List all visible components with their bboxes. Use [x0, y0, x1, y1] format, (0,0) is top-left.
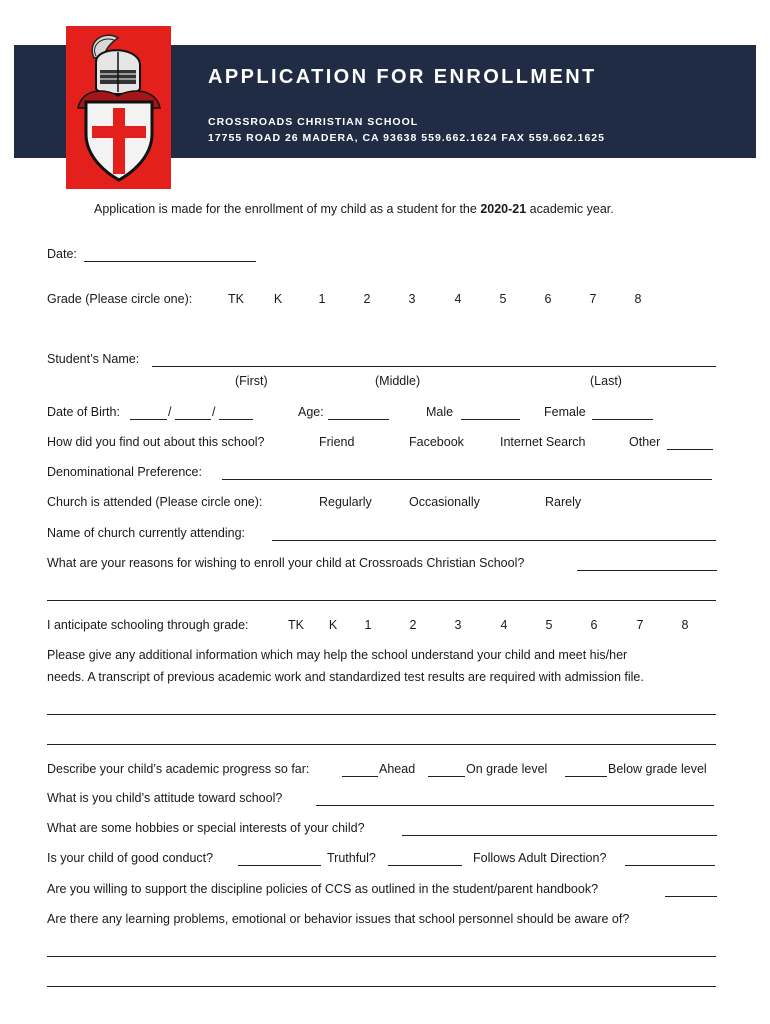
student-name-label: Student’s Name:: [47, 352, 140, 366]
grade-option[interactable]: 4: [454, 292, 462, 306]
attitude-label: What is you child’s attitude toward school?: [47, 791, 283, 805]
school-logo: [66, 26, 171, 189]
follows-direction-field[interactable]: [625, 865, 715, 866]
grade-option[interactable]: K: [273, 292, 283, 306]
truthful-label: Truthful?: [327, 851, 376, 865]
church-option-regularly[interactable]: Regularly: [319, 495, 372, 509]
dob-slash: /: [212, 405, 216, 419]
academic-year: 2020-21: [480, 202, 527, 216]
progress-below-label: Below grade level: [608, 762, 707, 776]
reasons-field[interactable]: [577, 570, 717, 571]
conduct-field[interactable]: [238, 865, 321, 866]
anticipate-option[interactable]: 4: [500, 618, 508, 632]
problems-label: Are there any learning problems, emotional or behavior issues that school personnel should be aware of?: [47, 912, 630, 926]
find-option-internet[interactable]: Internet Search: [500, 435, 586, 449]
church-name-field[interactable]: [272, 540, 716, 541]
school-address: 17755 ROAD 26 MADERA, CA 93638 559.662.1624 FAX 559.662.1625: [208, 132, 605, 144]
school-name: CROSSROADS CHRISTIAN SCHOOL: [208, 116, 419, 128]
grade-option[interactable]: 3: [408, 292, 416, 306]
reasons-field-line-2[interactable]: [47, 600, 716, 601]
discipline-field[interactable]: [665, 896, 717, 897]
anticipate-option[interactable]: 3: [454, 618, 462, 632]
date-label: Date:: [47, 247, 77, 261]
knight-crest-icon: [66, 26, 171, 189]
dob-label: Date of Birth:: [47, 405, 120, 419]
first-name-caption: (First): [235, 374, 268, 388]
progress-label: Describe your child’s academic progress so far:: [47, 762, 310, 776]
last-name-caption: (Last): [590, 374, 622, 388]
dob-day-field[interactable]: [175, 419, 211, 420]
anticipate-option[interactable]: 5: [545, 618, 553, 632]
find-option-friend[interactable]: Friend: [319, 435, 355, 449]
middle-name-caption: (Middle): [375, 374, 421, 388]
page-title: APPLICATION FOR ENROLLMENT: [208, 66, 597, 88]
dob-slash: /: [168, 405, 172, 419]
anticipate-option[interactable]: K: [328, 618, 338, 632]
find-question: How did you find out about this school?: [47, 435, 265, 449]
student-name-field[interactable]: [152, 366, 716, 367]
additional-info-field-1[interactable]: [47, 714, 716, 715]
additional-info-line-1: Please give any additional information which may help the school understand your child and meet his/her: [47, 648, 628, 662]
anticipate-option[interactable]: 7: [636, 618, 644, 632]
age-label: Age:: [298, 405, 324, 419]
grade-option[interactable]: 8: [634, 292, 642, 306]
anticipate-option[interactable]: 6: [590, 618, 598, 632]
female-label: Female: [544, 405, 586, 419]
grade-label: Grade (Please circle one):: [47, 292, 193, 306]
grade-option[interactable]: 7: [589, 292, 597, 306]
dob-month-field[interactable]: [130, 419, 167, 420]
church-option-rarely[interactable]: Rarely: [545, 495, 582, 509]
intro-text: Application is made for the enrollment of my child as a student for the 2020-21 academic year.: [94, 202, 614, 216]
truthful-field[interactable]: [388, 865, 462, 866]
dob-year-field[interactable]: [219, 419, 253, 420]
anticipate-option[interactable]: 8: [681, 618, 689, 632]
find-option-facebook[interactable]: Facebook: [409, 435, 464, 449]
church-option-occasionally[interactable]: Occasionally: [409, 495, 480, 509]
hobbies-field[interactable]: [402, 835, 717, 836]
additional-info-line-2: needs. A transcript of previous academic work and standardized test results are required with admission file.: [47, 670, 644, 684]
male-label: Male: [426, 405, 454, 419]
hobbies-label: What are some hobbies or special interests of your child?: [47, 821, 365, 835]
grade-option[interactable]: 5: [499, 292, 507, 306]
anticipate-option[interactable]: 1: [364, 618, 372, 632]
attitude-field[interactable]: [316, 805, 714, 806]
progress-below-field[interactable]: [565, 776, 607, 777]
problems-field-1[interactable]: [47, 956, 716, 957]
find-other-field[interactable]: [667, 449, 713, 450]
conduct-label: Is your child of good conduct?: [47, 851, 214, 865]
additional-info-field-2[interactable]: [47, 744, 716, 745]
problems-field-2[interactable]: [47, 986, 716, 987]
denomination-label: Denominational Preference:: [47, 465, 202, 479]
anticipate-label: I anticipate schooling through grade:: [47, 618, 249, 632]
grade-option[interactable]: TK: [228, 292, 244, 306]
follows-direction-label: Follows Adult Direction?: [473, 851, 607, 865]
female-field[interactable]: [592, 419, 653, 420]
progress-ahead-label: Ahead: [379, 762, 416, 776]
date-field[interactable]: [84, 261, 256, 262]
progress-ahead-field[interactable]: [342, 776, 378, 777]
church-name-label: Name of church currently attending:: [47, 526, 246, 540]
age-field[interactable]: [328, 419, 389, 420]
denomination-field[interactable]: [222, 479, 712, 480]
anticipate-option[interactable]: TK: [288, 618, 304, 632]
anticipate-option[interactable]: 2: [409, 618, 417, 632]
church-attendance-label: Church is attended (Please circle one):: [47, 495, 263, 509]
grade-option[interactable]: 1: [318, 292, 326, 306]
grade-option[interactable]: 2: [363, 292, 371, 306]
grade-option[interactable]: 6: [544, 292, 552, 306]
discipline-label: Are you willing to support the discipline policies of CCS as outlined in the student/parent handbook?: [47, 882, 599, 896]
male-field[interactable]: [461, 419, 520, 420]
progress-on-grade-label: On grade level: [466, 762, 548, 776]
progress-on-grade-field[interactable]: [428, 776, 465, 777]
reasons-label: What are your reasons for wishing to enroll your child at Crossroads Christian School?: [47, 556, 525, 570]
find-option-other[interactable]: Other: [629, 435, 661, 449]
